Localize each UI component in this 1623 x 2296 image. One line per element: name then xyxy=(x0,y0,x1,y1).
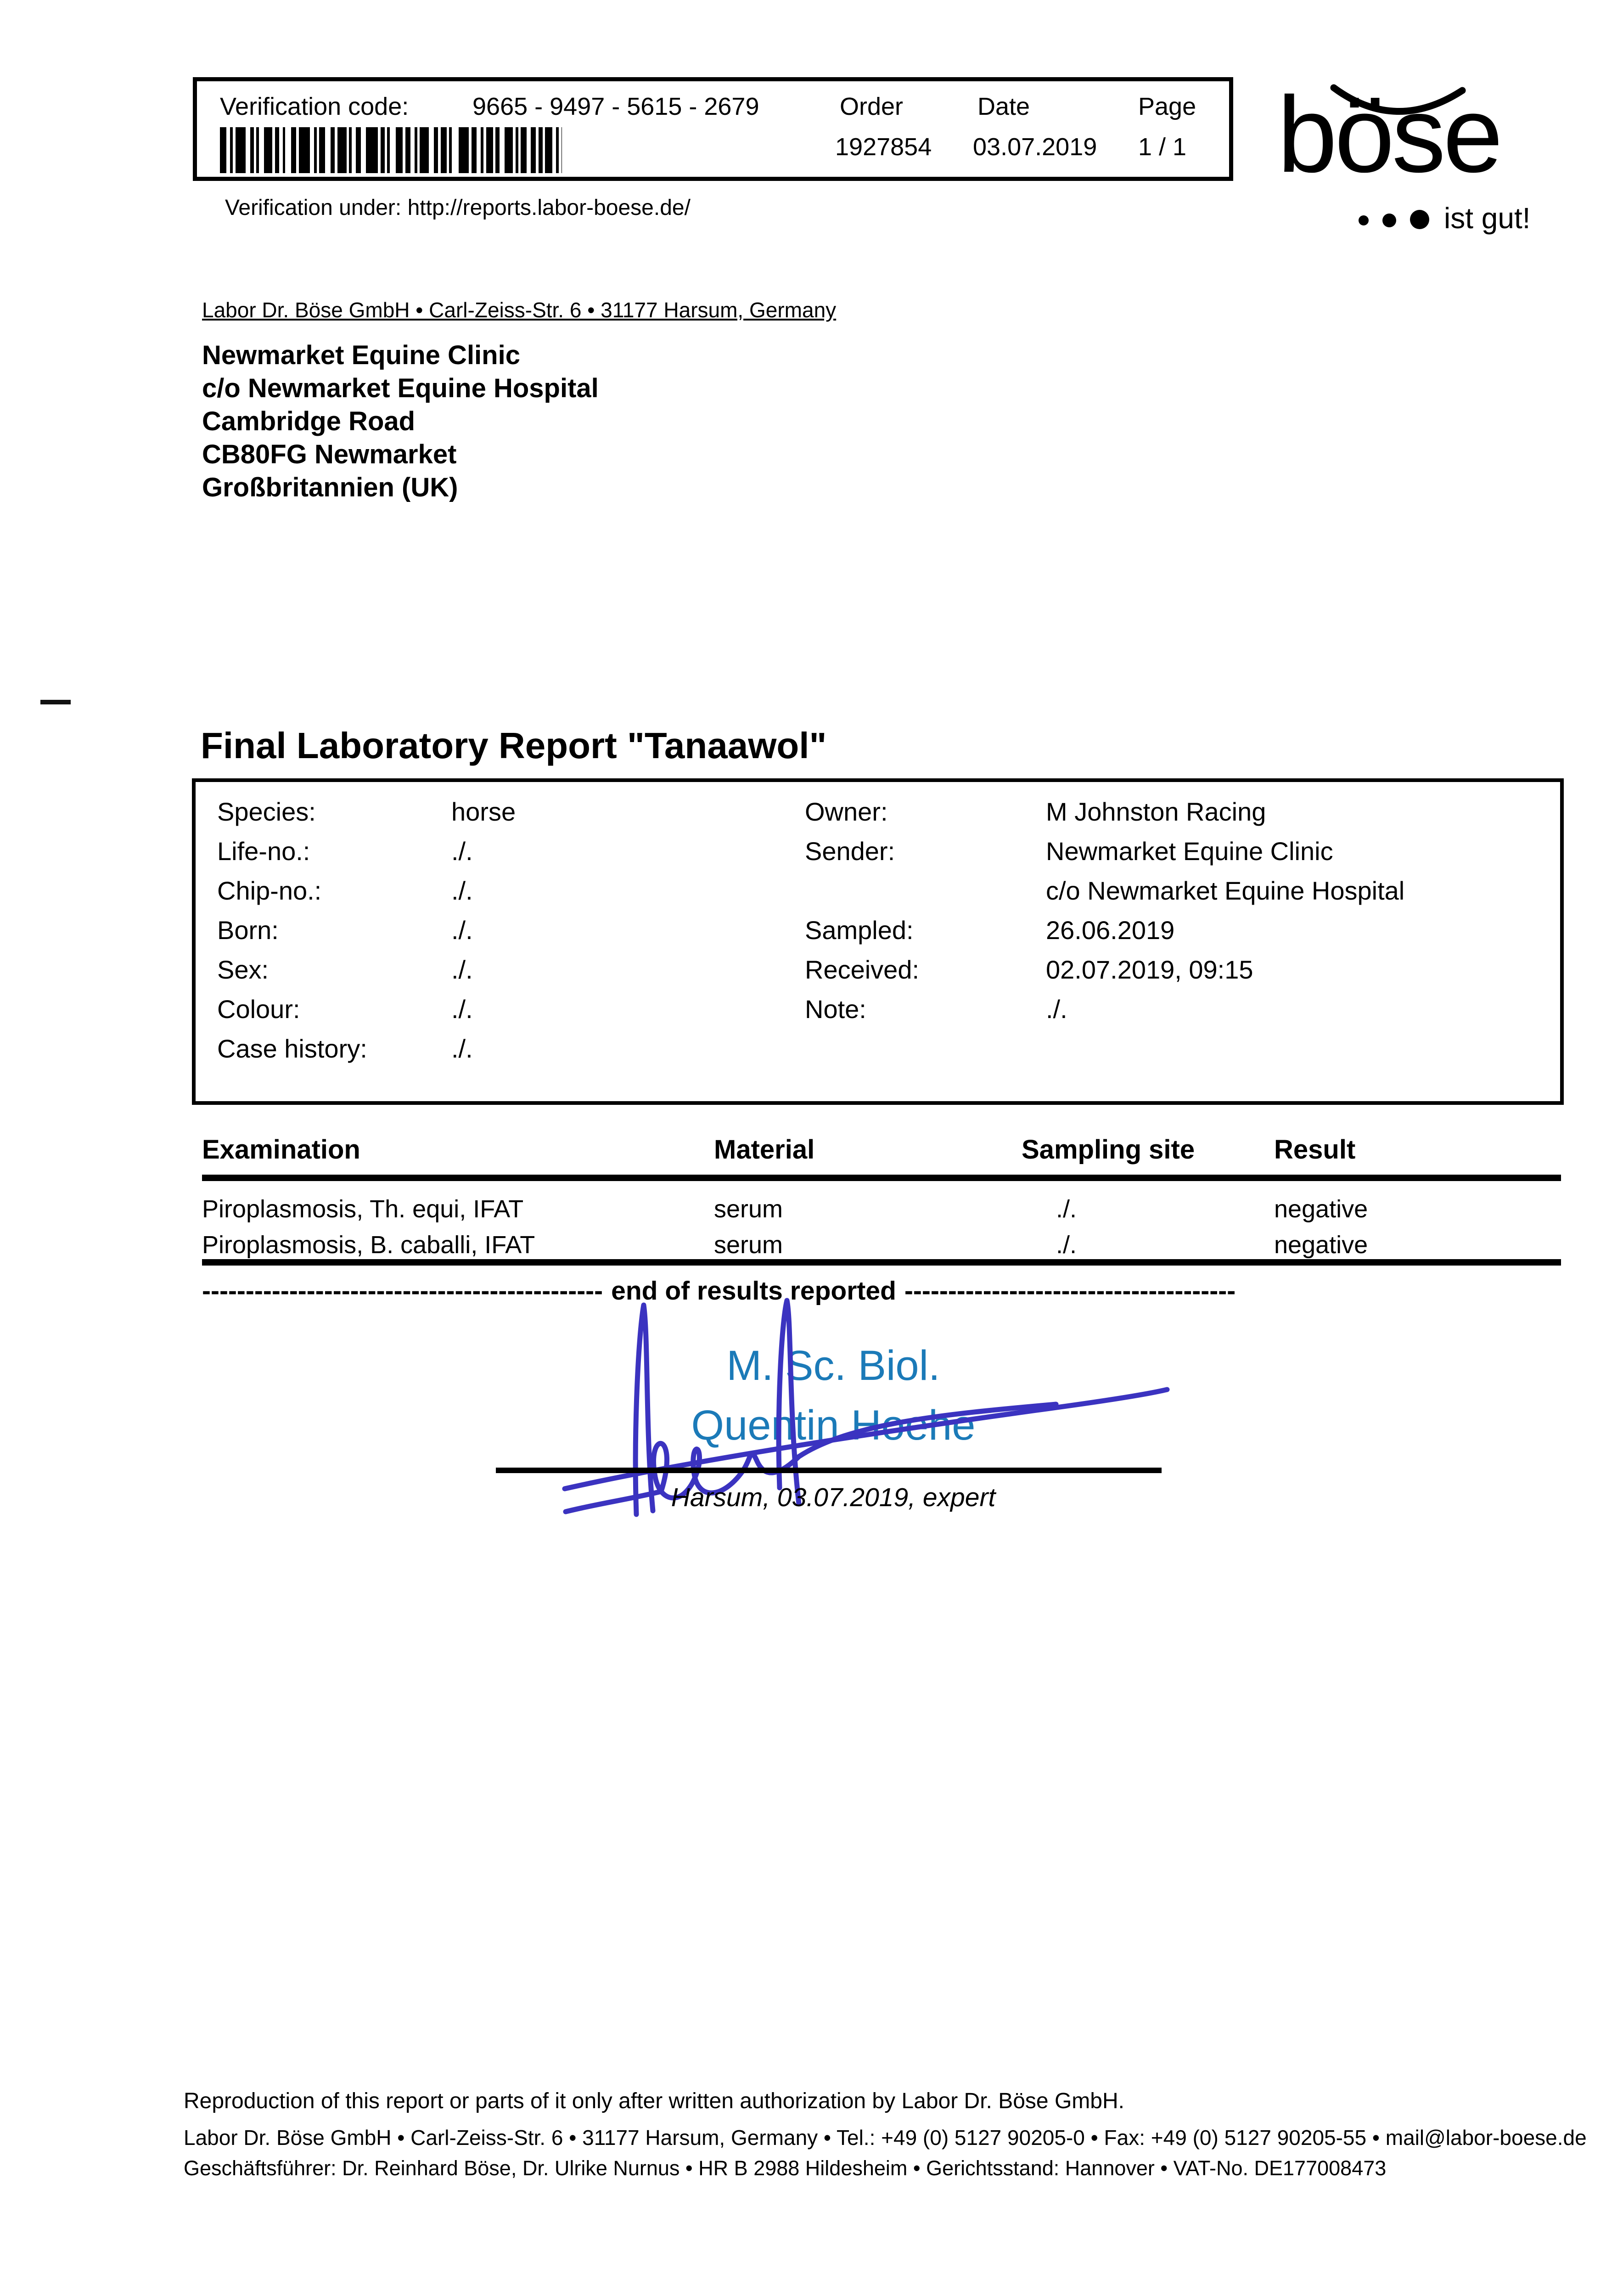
cell-sampling-site: ./. xyxy=(1056,1231,1077,1259)
info-left-values xyxy=(451,792,516,1069)
fold-mark xyxy=(40,700,71,704)
recipient-line: Großbritannien (UK) xyxy=(202,473,458,502)
table-rule-bottom xyxy=(202,1259,1561,1266)
info-label: Born: xyxy=(217,916,279,945)
cell-result: negative xyxy=(1274,1195,1368,1223)
page-value: 1 / 1 xyxy=(1138,133,1187,161)
recipient-line: Newmarket Equine Clinic xyxy=(202,340,520,370)
info-label: Life-no.: xyxy=(217,837,310,866)
recipient-line: Cambridge Road xyxy=(202,406,416,436)
info-label: Colour: xyxy=(217,995,300,1024)
footer-reproduction-note: Reproduction of this report or parts of it only after written authorization by Labor Dr. Böse GmbH. xyxy=(184,2089,1124,2113)
recipient-address xyxy=(202,339,599,504)
info-value: M Johnston Racing xyxy=(1046,797,1266,826)
info-value: ./. xyxy=(451,955,473,984)
order-value: 1927854 xyxy=(835,133,932,161)
info-label: Case history: xyxy=(217,1034,367,1063)
report-title: Final Laboratory Report "Tanaawol" xyxy=(201,725,827,766)
logo-tagline: ist gut! xyxy=(1444,202,1531,235)
col-header-material: Material xyxy=(714,1135,815,1165)
footer-contact-line: Labor Dr. Böse GmbH • Carl-Zeiss-Str. 6 • 31177 Harsum, Germany • Tel.: +49 (0) 5127 90205-0 • Fax: +49 (0) 5127 90205-55 • mail@labor-boese.de xyxy=(184,2126,1587,2150)
cell-material: serum xyxy=(714,1195,783,1223)
info-value: 02.07.2019, 09:15 xyxy=(1046,955,1253,984)
info-value: ./. xyxy=(451,916,473,945)
table-rule-top xyxy=(202,1175,1561,1181)
signer-name: Quentin Hoehe xyxy=(691,1402,976,1449)
info-label: Owner: xyxy=(805,797,888,826)
signer-degree: M. Sc. Biol. xyxy=(726,1342,940,1389)
verification-url[interactable]: Verification under: http://reports.labor-boese.de/ xyxy=(225,196,691,220)
cell-examination: Piroplasmosis, Th. equi, IFAT xyxy=(202,1195,524,1223)
recipient-line: c/o Newmarket Equine Hospital xyxy=(202,373,599,403)
info-label: Note: xyxy=(805,995,866,1024)
info-value: horse xyxy=(451,797,516,826)
boese-logo-wordmark: böse xyxy=(1277,74,1500,195)
end-dashes-right: -------------------------------------- xyxy=(904,1276,1236,1306)
page-label: Page xyxy=(1138,93,1196,120)
info-right-values xyxy=(1046,792,1404,1029)
info-label: Species: xyxy=(217,797,316,826)
col-header-result: Result xyxy=(1274,1135,1356,1165)
footer-legal-line: Geschäftsführer: Dr. Reinhard Böse, Dr. Ulrike Nurnus • HR B 2988 Hildesheim • Gerichtsstand: Hannover • VAT-No. DE177008473 xyxy=(184,2156,1387,2180)
info-left-labels xyxy=(217,792,367,1069)
smile-arc-icon xyxy=(1329,84,1467,139)
cell-sampling-site: ./. xyxy=(1056,1195,1077,1223)
verification-box xyxy=(193,77,1233,181)
verification-code-label: Verification code: xyxy=(220,93,409,120)
info-label: Sampled: xyxy=(805,916,914,945)
info-value: c/o Newmarket Equine Hospital xyxy=(1046,876,1405,905)
info-label: Sex: xyxy=(217,955,269,984)
case-info-box xyxy=(192,778,1564,1105)
barcode xyxy=(220,127,562,173)
info-value: ./. xyxy=(1046,995,1067,1024)
info-label: Sender: xyxy=(805,837,895,866)
col-header-examination: Examination xyxy=(202,1135,360,1165)
order-label: Order xyxy=(840,93,904,120)
cell-examination: Piroplasmosis, B. caballi, IFAT xyxy=(202,1231,535,1259)
cell-material: serum xyxy=(714,1231,783,1259)
col-header-sampling-site: Sampling site xyxy=(1022,1135,1195,1165)
verification-code-value: 9665 - 9497 - 5615 - 2679 xyxy=(472,93,759,120)
info-value: 26.06.2019 xyxy=(1046,916,1175,945)
date-label: Date xyxy=(977,93,1030,120)
date-value: 03.07.2019 xyxy=(973,133,1097,161)
end-dashes-left: ---------------------------------------------- xyxy=(202,1276,603,1306)
info-value: Newmarket Equine Clinic xyxy=(1046,837,1333,866)
end-of-results-label: end of results reported xyxy=(611,1276,896,1306)
info-value: ./. xyxy=(451,837,473,866)
info-label: Received: xyxy=(805,955,920,984)
tagline-dots-icon xyxy=(1354,206,1439,235)
info-value: ./. xyxy=(451,1034,473,1063)
recipient-line: CB80FG Newmarket xyxy=(202,439,457,469)
info-label: Chip-no.: xyxy=(217,876,322,905)
place-date-expert: Harsum, 03.07.2019, expert xyxy=(671,1483,996,1512)
info-label xyxy=(805,871,919,911)
info-right-labels xyxy=(805,792,919,1029)
cell-result: negative xyxy=(1274,1231,1368,1259)
sender-address-line: Labor Dr. Böse GmbH • Carl-Zeiss-Str. 6 • 31177 Harsum, Germany xyxy=(202,298,837,322)
info-value: ./. xyxy=(451,995,473,1024)
info-value: ./. xyxy=(451,876,473,905)
signature-line xyxy=(496,1468,1162,1473)
